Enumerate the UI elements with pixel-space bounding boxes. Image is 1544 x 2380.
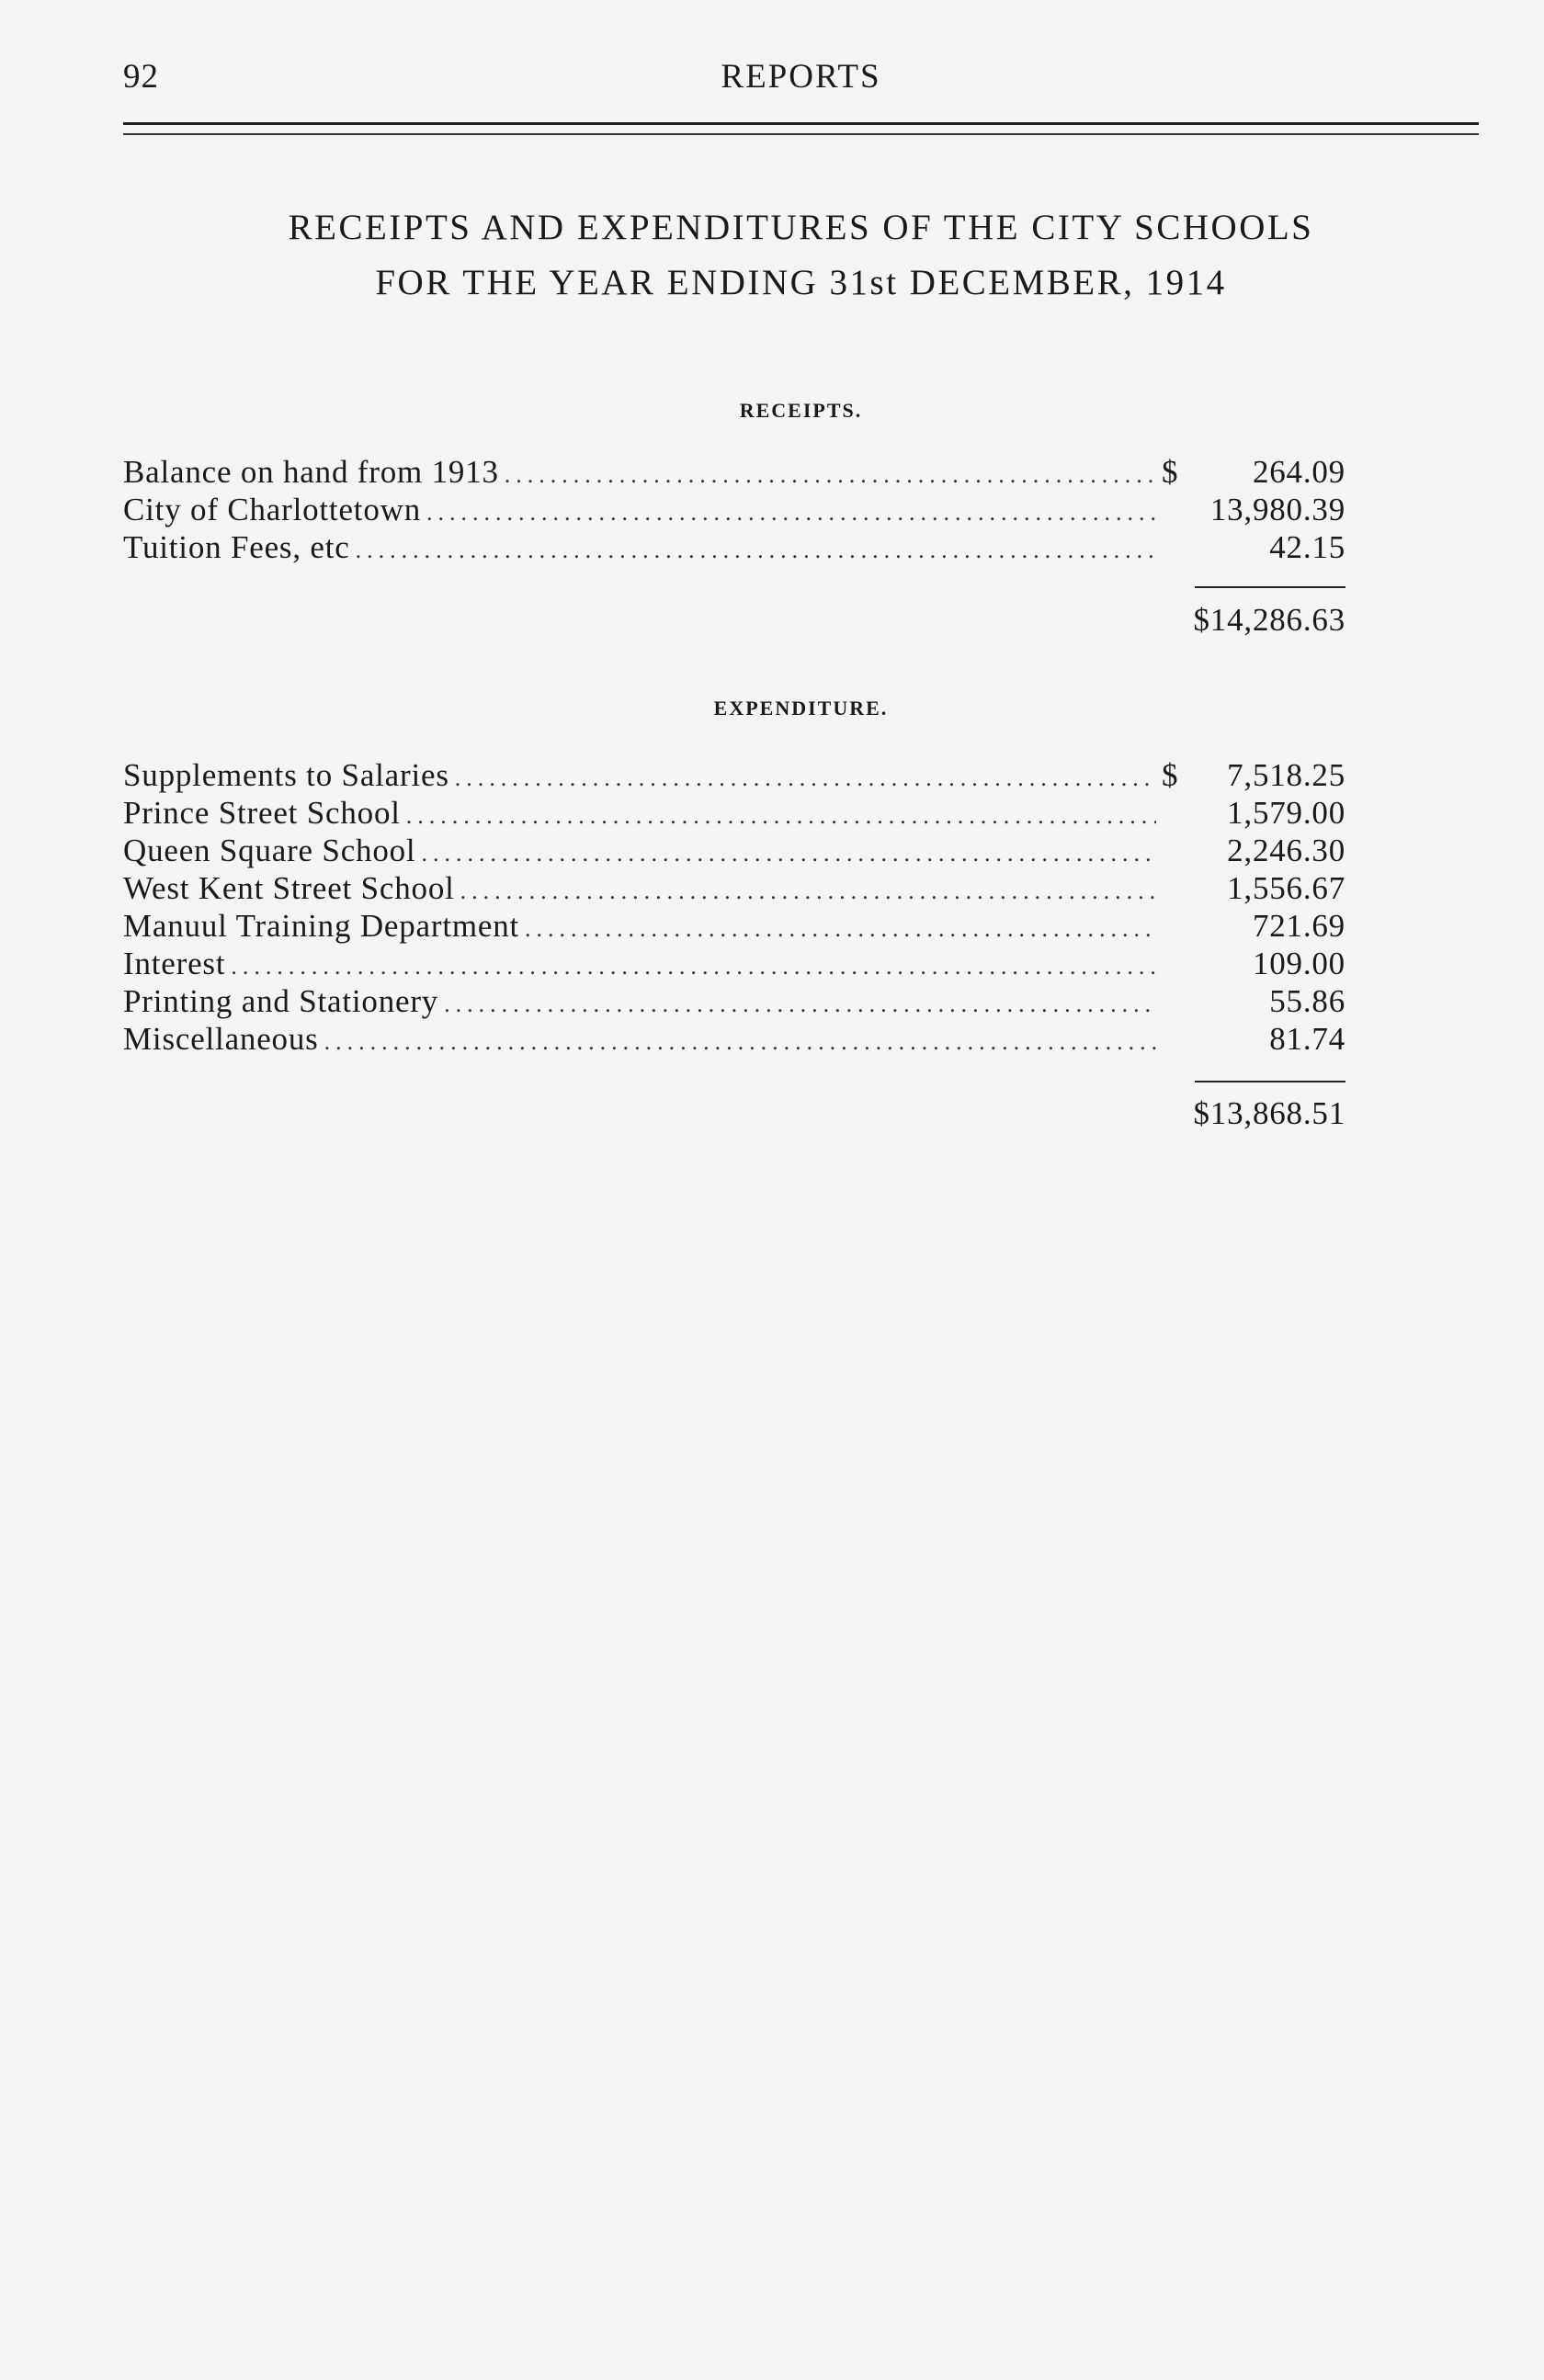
currency-sign: $ <box>1162 757 1179 793</box>
receipts-table <box>123 454 1345 567</box>
page-number: 92 <box>123 58 159 96</box>
expenditure-label: Supplements to Salaries <box>123 757 449 793</box>
expenditure-label: Printing and Stationery <box>123 983 439 1019</box>
running-title: REPORTS <box>721 58 881 96</box>
expenditure-label: Miscellaneous <box>123 1021 319 1057</box>
dot-leader <box>406 802 1156 830</box>
receipt-amount: 42.15 <box>1269 529 1345 565</box>
dot-leader <box>444 991 1156 1018</box>
expenditure-row <box>123 1021 1345 1059</box>
dot-leader <box>505 461 1156 489</box>
expenditure-table <box>123 757 1345 1059</box>
receipt-label: City of Charlottetown <box>123 492 421 527</box>
receipt-row <box>123 492 1345 529</box>
dot-leader <box>455 765 1156 792</box>
page-header <box>123 57 1479 103</box>
expenditure-label: Queen Square School <box>123 833 416 868</box>
receipts-total: $14,286.63 <box>1193 602 1345 638</box>
expenditure-total-rule <box>1195 1081 1345 1082</box>
expenditure-row <box>123 908 1345 946</box>
title-line-2: FOR THE YEAR ENDING 31st DECEMBER, 1914 <box>375 263 1227 302</box>
expenditure-amount: 55.86 <box>1269 983 1345 1019</box>
receipt-row <box>123 529 1345 567</box>
expenditure-row <box>123 833 1345 870</box>
receipts-heading: RECEIPTS. <box>739 399 863 422</box>
receipt-label: Balance on hand from 1913 <box>123 454 499 490</box>
receipt-row <box>123 454 1345 492</box>
expenditure-label: Prince Street School <box>123 795 401 831</box>
expenditure-amount: 721.69 <box>1252 908 1345 944</box>
expenditure-row <box>123 870 1345 908</box>
expenditure-total: $13,868.51 <box>1193 1095 1345 1131</box>
expenditure-amount: 81.74 <box>1269 1021 1345 1057</box>
receipt-amount: 264.09 <box>1252 454 1345 490</box>
dot-leader <box>460 878 1156 905</box>
expenditure-label: Manuul Training Department <box>123 908 520 944</box>
dot-leader <box>426 499 1156 527</box>
dot-leader <box>525 915 1156 943</box>
dot-leader <box>324 1028 1156 1056</box>
expenditure-row <box>123 983 1345 1021</box>
dot-leader <box>421 840 1156 867</box>
expenditure-row <box>123 795 1345 833</box>
expenditure-amount: 1,556.67 <box>1227 870 1345 906</box>
document-title <box>123 200 1479 311</box>
expenditure-amount: 1,579.00 <box>1227 795 1345 831</box>
receipt-label: Tuition Fees, etc <box>123 529 350 565</box>
expenditure-amount: 2,246.30 <box>1227 833 1345 868</box>
expenditure-row <box>123 757 1345 795</box>
title-line-1: RECEIPTS AND EXPENDITURES OF THE CITY SCHOOLS <box>288 208 1314 247</box>
dot-leader <box>356 537 1156 564</box>
expenditure-row <box>123 946 1345 983</box>
header-double-rule <box>123 122 1479 135</box>
expenditure-amount: 109.00 <box>1252 946 1345 981</box>
currency-sign: $ <box>1162 454 1179 490</box>
expenditure-heading: EXPENDITURE. <box>713 697 889 720</box>
dot-leader <box>231 953 1156 980</box>
receipts-total-rule <box>1195 586 1345 588</box>
expenditure-label: Interest <box>123 946 226 981</box>
expenditure-amount: 7,518.25 <box>1227 757 1345 793</box>
receipt-amount: 13,980.39 <box>1209 492 1345 527</box>
expenditure-label: West Kent Street School <box>123 870 455 906</box>
